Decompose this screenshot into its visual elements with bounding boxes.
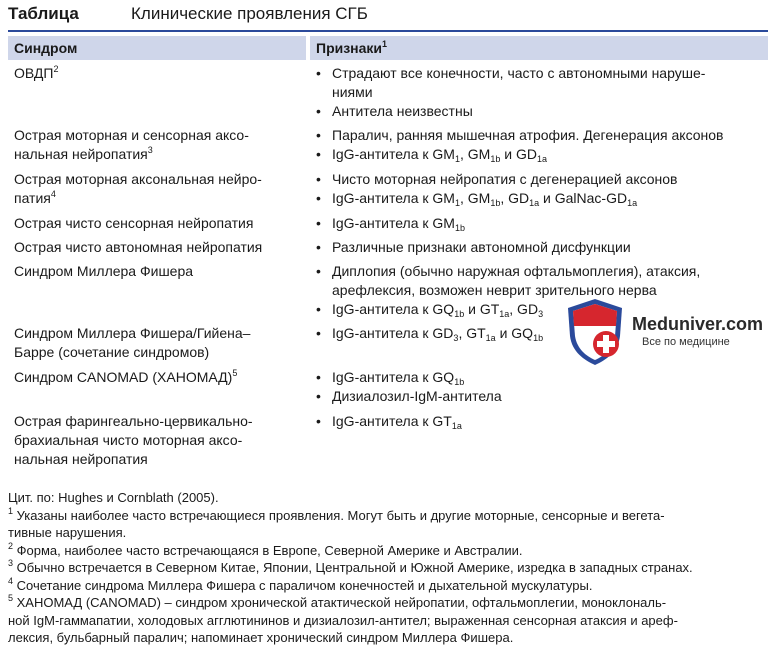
sign-item: • IgG-антитела к $GD_3$, $GT_{1a}$ и $GQ_{1b}$	[314, 324, 766, 343]
sign-item: • IgG-антитела к $GM_{1b}$	[314, 214, 766, 233]
syndrome-cell: Синдром CANOMAD (ХАНОМАД)$^5$	[14, 368, 238, 385]
logo-name: Meduniver.com	[632, 314, 764, 334]
syndrome-cell: Острая чисто автономная нейропатия	[14, 239, 263, 255]
sign-item: • Чисто моторная нейропатия с дегенерацией аксонов	[314, 170, 766, 189]
signs-cell	[314, 126, 766, 164]
citation: Цит. по: Hughes и Cornblath (2005).	[8, 490, 219, 505]
syndrome-cell: Синдром Миллера Фишера/Гийена– Барре (сочетание синдромов)	[14, 325, 251, 360]
sign-item: • Дизиалозил-IgM-антитела	[314, 387, 766, 406]
syndrome-cell: Острая чисто сенсорная нейропатия	[14, 215, 254, 231]
table-row	[8, 214, 768, 238]
footnote-1-cont: тивные нарушения.	[8, 525, 127, 540]
footnote-1: $^1$ Указаны наиболее часто встречающиеся проявления. Могут быть и другие моторные, сенсорные и вегета-	[8, 505, 665, 523]
table-title-row	[8, 4, 768, 30]
sign-item: • IgG-антитела к $GM_1$, $GM_{1b}$, $GD_{1a}$ и GalNac-$GD_{1a}$	[314, 189, 766, 208]
footnote-5-cont2: лексия, бульбарный паралич; напоминает хронический синдром Миллера Фишера.	[8, 630, 514, 645]
table-body	[8, 64, 768, 474]
sign-item: • Страдают все конечности, часто с автономными наруше- ниями	[314, 64, 766, 102]
table-label: Таблица	[8, 4, 79, 23]
syndrome-cell: Острая моторная аксональная нейро- патия$^4$	[14, 171, 262, 206]
sign-item: • Антитела неизвестны	[314, 102, 766, 121]
signs-cell	[314, 238, 766, 257]
syndrome-cell: Острая моторная и сенсорная аксо- нальная нейропатия$^3$	[14, 127, 249, 162]
table-title: Клинические проявления СГБ	[131, 4, 368, 23]
syndrome-cell: Синдром Миллера Фишера	[14, 263, 194, 279]
signs-cell	[314, 214, 766, 233]
syndrome-cell: Острая фарингеально-цервикально- брахиальная чисто моторная аксо- нальная нейропатия	[14, 413, 253, 467]
footnote-2: $^2$ Форма, наиболее часто встречающаяся в Европе, Северной Америке и Австралии.	[8, 540, 523, 558]
shield-icon	[562, 296, 628, 368]
sign-item: • Паралич, ранняя мышечная атрофия. Дегенерация аксонов	[314, 126, 766, 145]
header-syndrome: Синдром	[8, 36, 306, 60]
table-row	[8, 64, 768, 126]
signs-cell	[314, 412, 766, 431]
sign-item: • IgG-антитела к $GQ_{1b}$ и $GT_{1a}$, $GD_3$	[314, 300, 766, 319]
table-row	[8, 412, 768, 474]
table-row	[8, 238, 768, 262]
table-row	[8, 126, 768, 170]
logo-tagline: Все по медицине	[642, 336, 730, 348]
header-signs: Признаки$^1$	[310, 36, 768, 60]
sign-item: • IgG-антитела к $GT_{1a}$	[314, 412, 766, 431]
signs-cell	[314, 64, 766, 121]
sign-item: • Диплопия (обычно наружная офтальмоплегия), атаксия, арефлексия, возможен неврит зрительного нерва	[314, 262, 766, 300]
footnote-5: $^5$ ХАНОМАД (CANOMAD) – синдром хронической атактической нейропатии, офтальмоплегии, моноклональ-	[8, 593, 667, 610]
footnote-5-cont: ной IgM-гаммапатии, холодовых агглютининов и дизиалозил-антител; выраженная сенсорная атаксия и ареф-	[8, 612, 678, 628]
meduniver-watermark	[562, 296, 776, 368]
footnotes	[8, 489, 774, 647]
signs-cell	[314, 368, 766, 406]
footnote-4: $^4$ Сочетание синдрома Миллера Фишера с параличом конечностей и дыхательной мускулатуры.	[8, 575, 593, 593]
sign-item: • IgG-антитела к $GM_1$, $GM_{1b}$ и $GD_{1a}$	[314, 145, 766, 164]
sign-item: • IgG-антитела к $GQ_{1b}$	[314, 368, 766, 387]
signs-cell	[314, 170, 766, 208]
title-divider	[8, 30, 768, 32]
table-row	[8, 368, 768, 412]
footnote-3: $^3$ Обычно встречается в Северном Китае, Японии, Центральной и Южной Америке, изредка в западных странах.	[8, 558, 693, 575]
sign-item: • Различные признаки автономной дисфункции	[314, 238, 766, 257]
table-header	[8, 36, 768, 60]
syndrome-cell: ОВДП$^2$	[14, 64, 59, 81]
table-row	[8, 170, 768, 214]
